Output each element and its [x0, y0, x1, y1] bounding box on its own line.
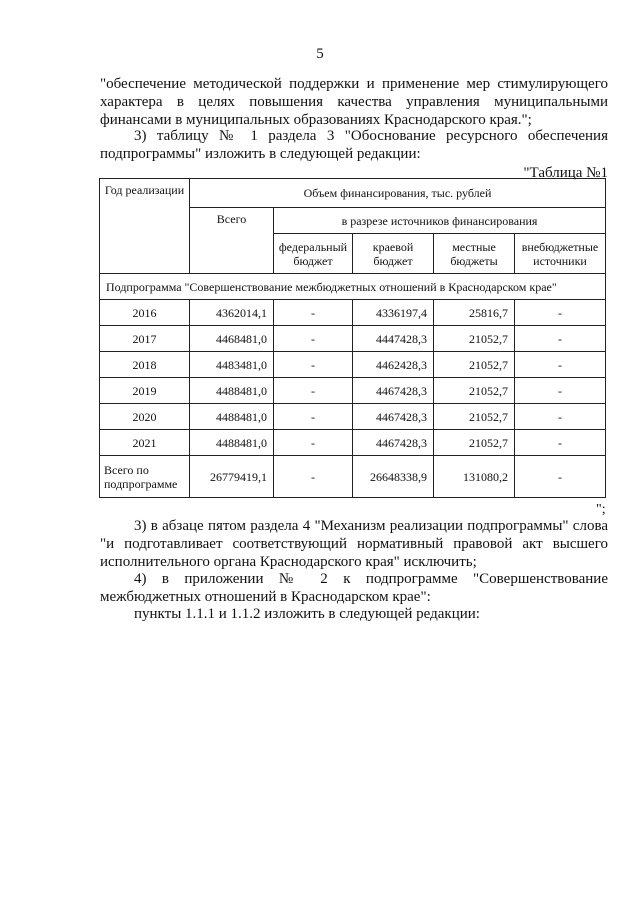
cell-extra: -	[515, 378, 606, 404]
cell-total: 4488481,0	[190, 378, 274, 404]
cell-federal: -	[274, 430, 353, 456]
cell-total: 4362014,1	[190, 300, 274, 326]
cell-regional: 4467428,3	[353, 430, 434, 456]
paragraph-items: пункты 1.1.1 и 1.1.2 изложить в следующей редакции:	[134, 606, 480, 622]
header-federal: федеральный бюджет	[274, 234, 353, 274]
table-row	[100, 378, 606, 404]
cell-total: 4468481,0	[190, 326, 274, 352]
cell-local: 21052,7	[434, 404, 515, 430]
cell-year: 2019	[100, 378, 190, 404]
table-row	[100, 352, 606, 378]
cell-local: 21052,7	[434, 352, 515, 378]
header-year: Год реализации	[100, 179, 190, 274]
cell-local: 25816,7	[434, 300, 515, 326]
cell-total: 4488481,0	[190, 430, 274, 456]
totals-row	[100, 456, 606, 498]
cell-year: 2020	[100, 404, 190, 430]
table-row	[100, 430, 606, 456]
subprogram-row: Подпрограмма "Совершенствование межбюджетных отношений в Краснодарском крае"	[100, 274, 606, 300]
header-regional: краевой бюджет	[353, 234, 434, 274]
page-number: 5	[316, 46, 324, 62]
header-total: Всего	[190, 208, 274, 274]
cell-extra: -	[515, 326, 606, 352]
cell-local: 131080,2	[434, 456, 515, 498]
paragraph-appendix-2: 4) в приложении № 2 к подпрограмме "Совершенствование межбюджетных отношений в Краснодарском крае":	[100, 571, 608, 605]
cell-local: 21052,7	[434, 326, 515, 352]
cell-year: 2016	[100, 300, 190, 326]
cell-extra: -	[515, 404, 606, 430]
cell-federal: -	[274, 404, 353, 430]
cell-regional: 4462428,3	[353, 352, 434, 378]
table-row	[100, 326, 606, 352]
cell-total: 4488481,0	[190, 404, 274, 430]
cell-federal: -	[274, 352, 353, 378]
paragraph-table-replacement: 3) таблицу № 1 раздела 3 "Обоснование ресурсного обеспечения подпрограммы" изложить в следующей редакции:	[100, 128, 608, 162]
header-extra: внебюджетные источники	[515, 234, 606, 274]
cell-year: 2017	[100, 326, 190, 352]
paragraph-methodical-support: "обеспечение методической поддержки и применение мер стимулирующего характера в целях повышения качества управления муниципальными финансами в муниципальных образованиях Краснодарского края.";	[100, 76, 608, 128]
cell-federal: -	[274, 456, 353, 498]
cell-regional: 4467428,3	[353, 378, 434, 404]
cell-local: 21052,7	[434, 430, 515, 456]
cell-total-label: Всего по подпрограмме	[100, 456, 190, 498]
cell-regional: 26648338,9	[353, 456, 434, 498]
header-by-source: в разрезе источников финансирования	[274, 208, 606, 234]
cell-year: 2018	[100, 352, 190, 378]
cell-federal: -	[274, 300, 353, 326]
table-caption: "Таблица №1	[523, 165, 608, 181]
table-quote-end: ";	[596, 502, 606, 517]
cell-local: 21052,7	[434, 378, 515, 404]
cell-total: 26779419,1	[190, 456, 274, 498]
cell-federal: -	[274, 378, 353, 404]
table-row	[100, 404, 606, 430]
cell-federal: -	[274, 326, 353, 352]
cell-total: 4483481,0	[190, 352, 274, 378]
cell-year: 2021	[100, 430, 190, 456]
cell-extra: -	[515, 300, 606, 326]
header-funding: Объем финансирования, тыс. рублей	[190, 179, 606, 208]
financing-table	[99, 178, 606, 498]
cell-regional: 4447428,3	[353, 326, 434, 352]
paragraph-section-4: 3) в абзаце пятом раздела 4 "Механизм реализации подпрограммы" слова "и подготавливает соответствующий нормативный правовой акт высшего исполнительного органа Краснодарского края" исключить;	[100, 518, 608, 570]
cell-extra: -	[515, 456, 606, 498]
header-local: местные бюджеты	[434, 234, 515, 274]
cell-regional: 4467428,3	[353, 404, 434, 430]
cell-regional: 4336197,4	[353, 300, 434, 326]
cell-extra: -	[515, 352, 606, 378]
table-row	[100, 300, 606, 326]
cell-extra: -	[515, 430, 606, 456]
